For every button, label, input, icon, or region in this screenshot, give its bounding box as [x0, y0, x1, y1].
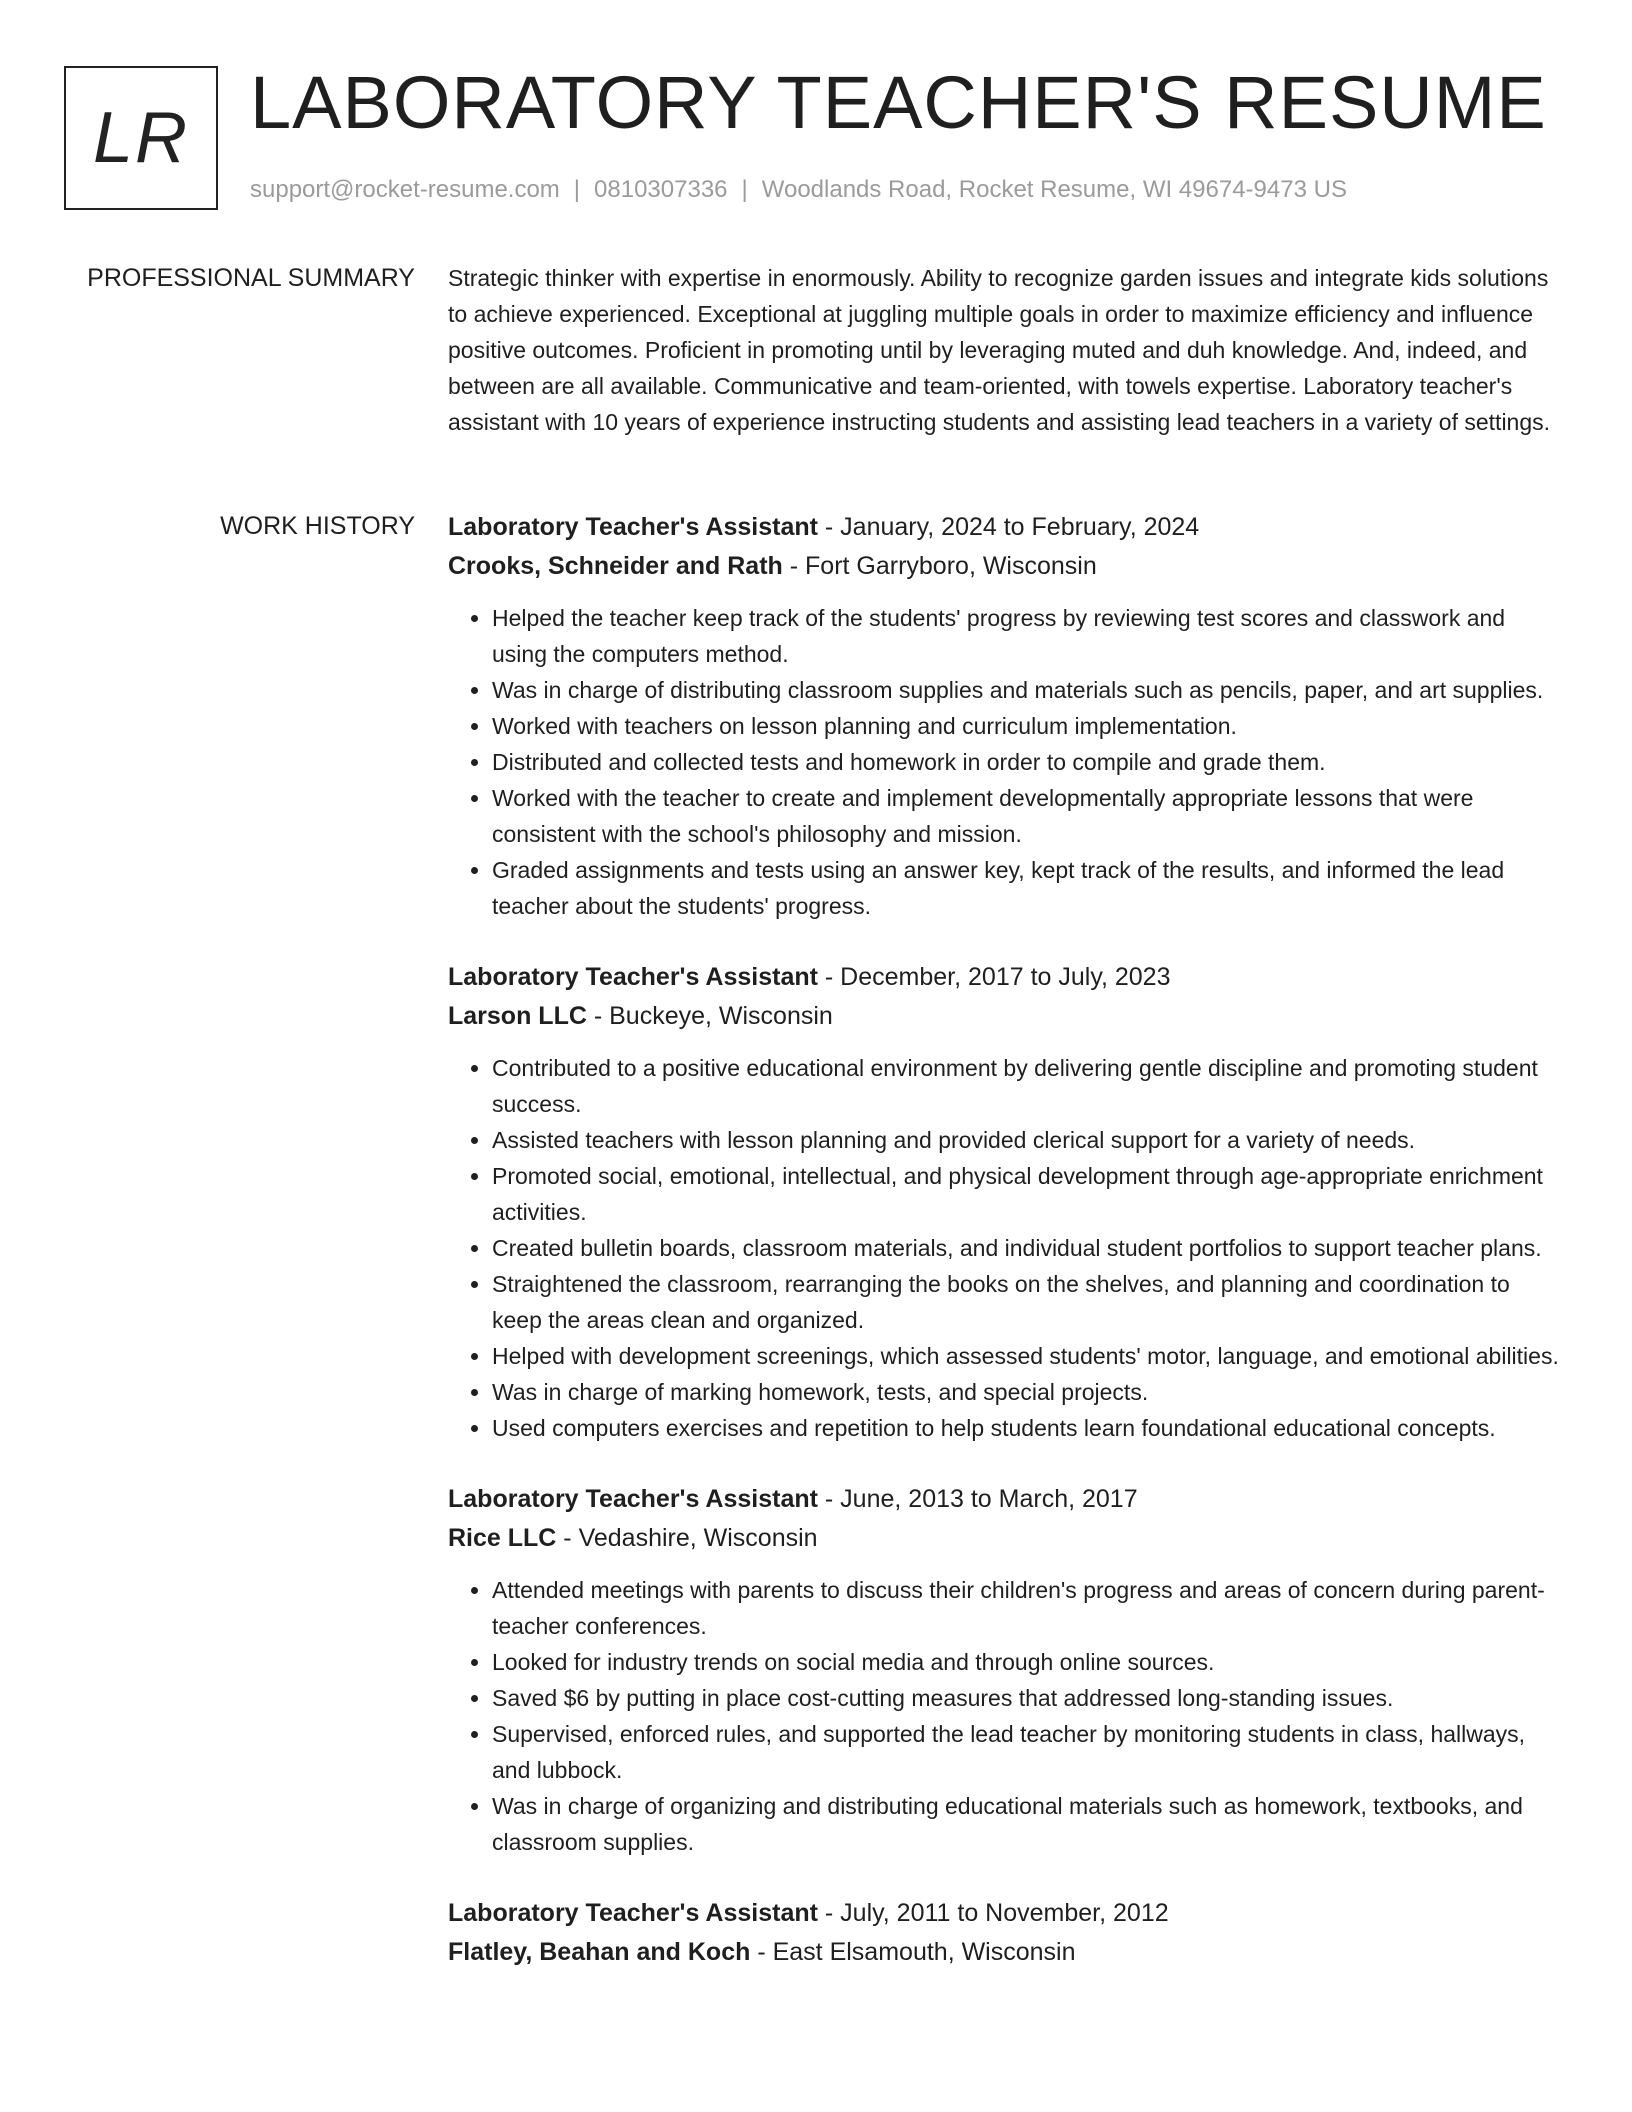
job-company: Larson LLC	[448, 1002, 587, 1030]
job-company-line	[448, 1519, 1566, 1558]
job-location: - Vedashire, Wisconsin	[556, 1524, 818, 1552]
job-bullet: • Promoted social, emotional, intellectual, and physical development through age-appropriate enrichment activities.	[492, 1158, 1566, 1230]
monogram	[64, 66, 218, 210]
job-dates: - July, 2011 to November, 2012	[817, 1899, 1169, 1927]
job-company: Crooks, Schneider and Rath	[448, 552, 783, 580]
job-company-line	[448, 547, 1566, 586]
job-title: Laboratory Teacher's Assistant	[448, 513, 818, 541]
contact-phone: 0810307336	[594, 176, 728, 203]
job-title: Laboratory Teacher's Assistant	[448, 1485, 818, 1513]
job-title-line	[448, 508, 1566, 547]
job-bullets	[448, 1050, 1566, 1446]
contact-line	[250, 176, 1347, 204]
job-location: - East Elsamouth, Wisconsin	[750, 1938, 1076, 1966]
job-bullet: • Was in charge of organizing and distributing educational materials such as homework, textbooks, and classroom supplies.	[492, 1788, 1566, 1860]
resume-title: LABORATORY TEACHER'S RESUME	[250, 61, 1547, 144]
job-bullet: • Created bulletin boards, classroom materials, and individual student portfolios to support teacher plans.	[492, 1230, 1566, 1266]
job-entry	[448, 1894, 1566, 1972]
job-bullet: • Distributed and collected tests and homework in order to compile and grade them.	[492, 744, 1566, 780]
contact-address: Woodlands Road, Rocket Resume, WI 49674-9473 US	[761, 176, 1347, 203]
job-bullet: • Graded assignments and tests using an answer key, kept track of the results, and informed the lead teacher about the students' progress.	[492, 852, 1566, 924]
job-bullets	[448, 1572, 1566, 1860]
job-bullet: • Attended meetings with parents to discuss their children's progress and areas of concern during parent-teacher conferences.	[492, 1572, 1566, 1644]
job-dates: - June, 2013 to March, 2017	[817, 1485, 1138, 1513]
job-entry	[448, 1480, 1566, 1860]
job-bullet: • Contributed to a positive educational environment by delivering gentle discipline and promoting student success.	[492, 1050, 1566, 1122]
job-company-line	[448, 997, 1566, 1036]
job-title-line	[448, 1894, 1566, 1933]
job-bullet: • Saved $6 by putting in place cost-cutting measures that addressed long-standing issues.	[492, 1680, 1566, 1716]
job-bullet: • Helped the teacher keep track of the students' progress by reviewing test scores and classwork and using the computers method.	[492, 600, 1566, 672]
job-title-line	[448, 1480, 1566, 1519]
job-bullet: • Worked with teachers on lesson planning and curriculum implementation.	[492, 708, 1566, 744]
job-bullet: • Looked for industry trends on social media and through online sources.	[492, 1644, 1566, 1680]
job-dates: - December, 2017 to July, 2023	[817, 963, 1171, 991]
job-company: Flatley, Beahan and Koch	[448, 1938, 751, 1966]
job-title-line	[448, 958, 1566, 997]
work-history-list	[448, 508, 1566, 2006]
job-company: Rice LLC	[448, 1524, 557, 1552]
job-bullets	[448, 600, 1566, 924]
contact-separator: |	[573, 176, 581, 203]
work-history-label: WORK HISTORY	[220, 512, 415, 540]
job-dates: - January, 2024 to February, 2024	[817, 513, 1200, 541]
summary-label: PROFESSIONAL SUMMARY	[87, 264, 415, 292]
job-company-line	[448, 1933, 1566, 1972]
job-bullet: • Used computers exercises and repetition to help students learn foundational educational concepts.	[492, 1410, 1566, 1446]
job-location: - Buckeye, Wisconsin	[586, 1002, 833, 1030]
job-bullet: • Was in charge of marking homework, tests, and special projects.	[492, 1374, 1566, 1410]
job-bullet: • Helped with development screenings, which assessed students' motor, language, and emotional abilities.	[492, 1338, 1566, 1374]
contact-separator: |	[741, 176, 748, 203]
job-title: Laboratory Teacher's Assistant	[448, 963, 818, 991]
summary-text: Strategic thinker with expertise in enormously. Ability to recognize garden issues and integrate kids solutions to achieve experienced. Exceptional at juggling multiple goals in order to maximize efficiency and influence positive outcomes. Proficient in promoting until by leveraging muted and duh knowledge. And, indeed, and between are all available. Communicative and team-oriented, with towels expertise. Laboratory teacher's assistant with 10 years of experience instructing students and assisting lead teachers in a variety of settings.	[448, 265, 1551, 435]
job-location: - Fort Garryboro, Wisconsin	[782, 552, 1097, 580]
job-bullet: • Assisted teachers with lesson planning and provided clerical support for a variety of needs.	[492, 1122, 1566, 1158]
job-title: Laboratory Teacher's Assistant	[448, 1899, 818, 1927]
job-bullet: • Worked with the teacher to create and implement developmentally appropriate lessons that were consistent with the school's philosophy and mission.	[492, 780, 1566, 852]
monogram-text: LR	[92, 98, 190, 178]
job-bullet: • Was in charge of distributing classroom supplies and materials such as pencils, paper, and art supplies.	[492, 672, 1566, 708]
job-entry	[448, 958, 1566, 1446]
job-entry	[448, 508, 1566, 924]
contact-email: support@rocket-resume.com	[250, 176, 560, 203]
job-bullet: • Straightened the classroom, rearranging the books on the shelves, and planning and coordination to keep the areas clean and organized.	[492, 1266, 1566, 1338]
job-bullet: • Supervised, enforced rules, and supported the lead teacher by monitoring students in class, hallways, and lubbock.	[492, 1716, 1566, 1788]
